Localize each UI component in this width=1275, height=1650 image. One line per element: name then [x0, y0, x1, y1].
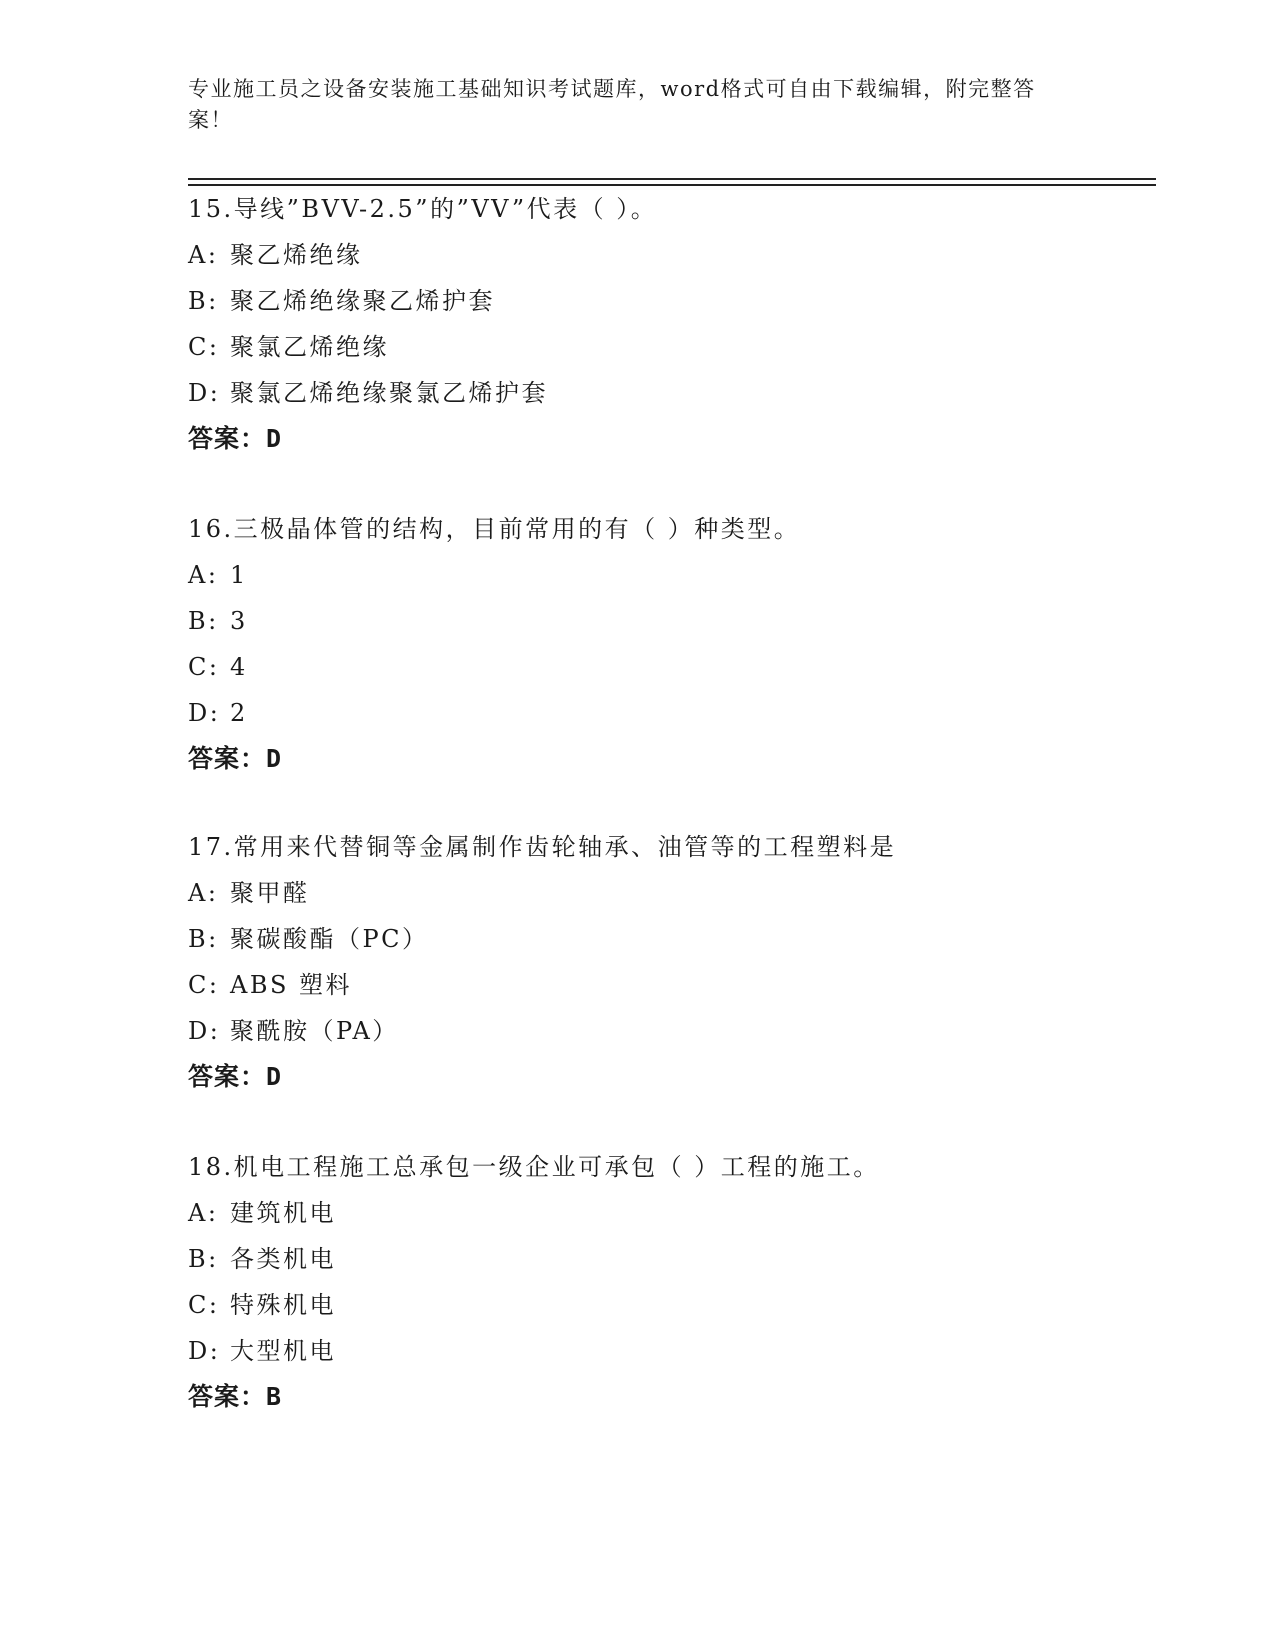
- answer-value: D: [266, 424, 283, 453]
- option-text: 1: [230, 561, 248, 589]
- option-text: 聚氯乙烯绝缘: [230, 333, 389, 361]
- option-key: A:: [188, 561, 219, 589]
- option-b: [188, 916, 1148, 962]
- option-text: 3: [230, 607, 248, 635]
- option-text: 聚碳酸酯（PC）: [230, 925, 429, 953]
- option-c: [188, 644, 1148, 690]
- option-c: [188, 324, 1148, 370]
- document-header: 专业施工员之设备安装施工基础知识考试题库，word格式可自由下载编辑，附完整答案！: [188, 77, 1036, 132]
- option-text: 4: [230, 653, 248, 681]
- question-stem: 15.导线”BVV-2.5”的”VV”代表（ ）。: [188, 195, 658, 223]
- question-17: [188, 824, 1148, 1100]
- option-text: 2: [230, 699, 248, 727]
- option-text: 特殊机电: [230, 1291, 336, 1319]
- answer-line: [188, 1054, 1148, 1100]
- option-text: 聚甲醛: [230, 879, 310, 907]
- option-key: C:: [188, 653, 220, 681]
- question-18: [188, 1144, 1148, 1420]
- option-b: [188, 598, 1148, 644]
- option-text: 大型机电: [230, 1337, 336, 1365]
- option-d: [188, 1008, 1148, 1054]
- answer-value: B: [266, 1382, 283, 1411]
- answer-label: 答案：: [188, 744, 267, 773]
- option-key: D:: [188, 1337, 221, 1365]
- answer-line: [188, 1374, 1148, 1420]
- option-key: C:: [188, 1291, 220, 1319]
- answer-label: 答案：: [188, 1062, 267, 1091]
- option-a: [188, 870, 1148, 916]
- option-key: A:: [188, 879, 219, 907]
- answer-line: [188, 416, 1148, 462]
- question-15: [188, 186, 1148, 462]
- question-stem: 16.三极晶体管的结构，目前常用的有（ ）种类型。: [188, 515, 801, 543]
- option-key: B:: [188, 1245, 219, 1273]
- option-key: D:: [188, 699, 221, 727]
- question-stem: 18.机电工程施工总承包一级企业可承包（ ）工程的施工。: [188, 1153, 880, 1181]
- option-d: [188, 1328, 1148, 1374]
- option-b: [188, 1236, 1148, 1282]
- option-key: B:: [188, 925, 219, 953]
- option-text: 聚酰胺（PA）: [230, 1017, 399, 1045]
- option-d: [188, 690, 1148, 736]
- option-key: D:: [188, 1017, 221, 1045]
- option-b: [188, 278, 1148, 324]
- header-divider-top: [188, 178, 1156, 180]
- option-key: B:: [188, 287, 219, 315]
- option-text: ABS 塑料: [230, 971, 353, 999]
- option-key: C:: [188, 971, 220, 999]
- answer-label: 答案：: [188, 1382, 267, 1411]
- option-key: B:: [188, 607, 219, 635]
- answer-value: D: [266, 1062, 283, 1091]
- option-a: [188, 232, 1148, 278]
- option-text: 聚氯乙烯绝缘聚氯乙烯护套: [230, 379, 548, 407]
- answer-label: 答案：: [188, 424, 267, 453]
- answer-line: [188, 736, 1148, 782]
- option-text: 建筑机电: [230, 1199, 336, 1227]
- option-text: 各类机电: [230, 1245, 336, 1273]
- question-16: [188, 506, 1148, 782]
- option-key: D:: [188, 379, 221, 407]
- option-text: 聚乙烯绝缘聚乙烯护套: [230, 287, 495, 315]
- option-a: [188, 1190, 1148, 1236]
- option-key: C:: [188, 333, 220, 361]
- option-a: [188, 552, 1148, 598]
- option-key: A:: [188, 1199, 219, 1227]
- answer-value: D: [266, 744, 283, 773]
- option-key: A:: [188, 241, 219, 269]
- option-text: 聚乙烯绝缘: [230, 241, 363, 269]
- question-stem: 17.常用来代替铜等金属制作齿轮轴承、油管等的工程塑料是: [188, 833, 897, 861]
- option-c: [188, 962, 1148, 1008]
- option-c: [188, 1282, 1148, 1328]
- option-d: [188, 370, 1148, 416]
